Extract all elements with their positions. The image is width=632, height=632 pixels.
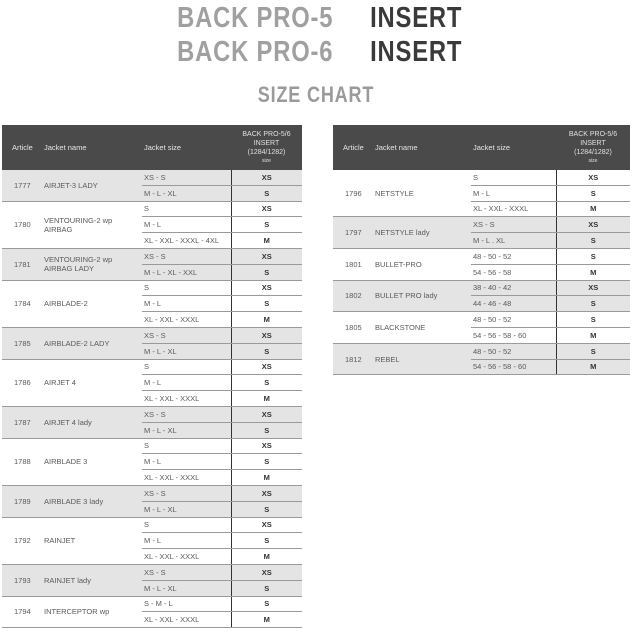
insert-size: XS <box>231 359 302 375</box>
jacket-size: 54 - 56 - 58 - 60 <box>471 359 556 375</box>
article-number: 1787 <box>2 406 40 438</box>
jacket-size: 54 - 56 - 58 - 60 <box>471 327 556 343</box>
insert-size: M <box>231 312 302 328</box>
insert-size: XS <box>231 438 302 454</box>
article-number: 1792 <box>2 517 40 564</box>
jacket-size: XL - XXL - XXXL <box>142 612 231 628</box>
table-body-left <box>2 170 302 628</box>
jacket-size: M - L <box>142 217 231 233</box>
jacket-size: M - L - XL <box>142 422 231 438</box>
jacket-size: M - L <box>471 185 556 201</box>
article-number: 1781 <box>2 248 40 280</box>
size-table-right <box>333 125 630 375</box>
header-insert-line3: (1284/1282) <box>247 148 286 156</box>
insert-size: XS <box>231 248 302 264</box>
insert-size: S <box>231 454 302 470</box>
jacket-size: 38 - 40 - 42 <box>471 280 556 296</box>
insert-size: XS <box>231 564 302 580</box>
article-number: 1789 <box>2 485 40 517</box>
table-row <box>2 438 302 454</box>
jacket-size: XL - XXL - XXXL <box>471 201 556 217</box>
insert-size: S <box>556 343 630 359</box>
insert-size: XS <box>556 170 630 185</box>
header-insert-line4: size <box>262 157 271 164</box>
insert-size: S <box>231 264 302 280</box>
jacket-size: XL - XXL - XXXL - 4XL <box>142 233 231 249</box>
jacket-name: VENTOURING-2 wp AIRBAG <box>40 201 142 248</box>
header-insert-size <box>231 125 302 170</box>
jacket-name: RAINJET <box>40 517 142 564</box>
article-number: 1786 <box>2 359 40 406</box>
insert-size: M <box>556 264 630 280</box>
table-row <box>333 280 630 296</box>
title-insert-5: INSERT <box>369 2 462 34</box>
title-insert-6: INSERT <box>369 36 462 68</box>
insert-size: S <box>556 312 630 328</box>
jacket-size: XS - S <box>142 327 231 343</box>
jacket-size: XS - S <box>142 170 231 185</box>
title-product-6: BACK PRO-6 <box>177 36 334 68</box>
insert-size: S <box>556 248 630 264</box>
size-table-left <box>2 125 302 628</box>
jacket-size: 44 - 46 - 48 <box>471 296 556 312</box>
jacket-size: 48 - 50 - 52 <box>471 248 556 264</box>
jacket-size: S - M - L <box>142 596 231 612</box>
jacket-size: S <box>142 517 231 533</box>
insert-size: S <box>556 185 630 201</box>
insert-size: S <box>556 296 630 312</box>
jacket-name: AIRBLADE-2 <box>40 280 142 327</box>
jacket-name: AIRBLADE-2 LADY <box>40 327 142 359</box>
insert-size: XS <box>556 280 630 296</box>
table-row <box>2 170 302 185</box>
header-jacket-size: Jacket size <box>471 125 556 170</box>
header-jacket-name: Jacket name <box>40 125 142 170</box>
table-row <box>2 485 302 501</box>
insert-size: XS <box>231 170 302 185</box>
article-number: 1780 <box>2 201 40 248</box>
jacket-name: BULLET PRO lady <box>371 280 471 312</box>
insert-size: XS <box>231 327 302 343</box>
insert-size: XS <box>231 201 302 217</box>
article-number: 1785 <box>2 327 40 359</box>
jacket-name: AIRJET 4 <box>40 359 142 406</box>
jacket-name: BULLET-PRO <box>371 248 471 280</box>
insert-size: M <box>556 327 630 343</box>
header-insert-line1: BACK PRO-5/6 <box>242 130 291 138</box>
table-row <box>2 596 302 612</box>
article-number: 1812 <box>333 343 371 375</box>
insert-size: XS <box>231 406 302 422</box>
insert-size: M <box>231 549 302 565</box>
jacket-name: VENTOURING-2 wp AIRBAG LADY <box>40 248 142 280</box>
jacket-name: AIRBLADE 3 lady <box>40 485 142 517</box>
table-row <box>333 217 630 233</box>
size-chart-subtitle <box>0 82 632 108</box>
jacket-name: INTERCEPTOR wp <box>40 596 142 628</box>
header-article: Article <box>2 125 40 170</box>
table-row <box>2 564 302 580</box>
jacket-size: M - L . XL <box>471 233 556 249</box>
jacket-size: M - L - XL <box>142 185 231 201</box>
insert-size: S <box>231 343 302 359</box>
jacket-size: XL - XXL - XXXL <box>142 549 231 565</box>
jacket-name: AIRJET 4 lady <box>40 406 142 438</box>
table-header-row <box>2 125 302 170</box>
jacket-name: AIRBLADE 3 <box>40 438 142 485</box>
jacket-name: AIRJET-3 LADY <box>40 170 142 201</box>
jacket-size: M - L <box>142 533 231 549</box>
article-number: 1802 <box>333 280 371 312</box>
jacket-name: NETSTYLE <box>371 170 471 217</box>
article-number: 1796 <box>333 170 371 217</box>
header-insert-line2: INSERT <box>253 139 280 147</box>
jacket-size: 48 - 50 - 52 <box>471 312 556 328</box>
jacket-size: XL - XXL - XXXL <box>142 470 231 486</box>
jacket-size: XS - S <box>142 406 231 422</box>
insert-size: M <box>231 391 302 407</box>
header-article: Article <box>333 125 371 170</box>
jacket-size: XS - S <box>471 217 556 233</box>
insert-size: M <box>231 612 302 628</box>
jacket-size: XS - S <box>142 564 231 580</box>
jacket-size: S <box>142 280 231 296</box>
header-jacket-name: Jacket name <box>371 125 471 170</box>
title-back-pro-6 <box>0 36 632 68</box>
table-row <box>2 280 302 296</box>
jacket-size: XL - XXL - XXXL <box>142 391 231 407</box>
jacket-size: M - L - XL <box>142 580 231 596</box>
table-body-right <box>333 170 630 375</box>
header-insert-line4: size <box>588 157 598 164</box>
jacket-size: M - L - XL <box>142 501 231 517</box>
article-number: 1805 <box>333 312 371 344</box>
insert-size: XS <box>231 485 302 501</box>
article-number: 1797 <box>333 217 371 249</box>
jacket-size: M - L - XL <box>142 343 231 359</box>
insert-size: S <box>556 233 630 249</box>
insert-size: M <box>556 359 630 375</box>
insert-size: S <box>231 501 302 517</box>
table-row <box>2 248 302 264</box>
jacket-size: M - L - XL - XXL <box>142 264 231 280</box>
table-row <box>2 517 302 533</box>
insert-size: S <box>231 533 302 549</box>
table-row <box>333 248 630 264</box>
table-row <box>2 201 302 217</box>
header-insert-line3: (1284/1282) <box>574 148 612 156</box>
jacket-size: M - L <box>142 375 231 391</box>
jacket-size: S <box>142 438 231 454</box>
jacket-size: XL - XXL - XXXL <box>142 312 231 328</box>
insert-size: XS <box>231 280 302 296</box>
subtitle-text: SIZE CHART <box>257 82 375 107</box>
header-insert-line1: BACK PRO-5/6 <box>568 130 618 138</box>
insert-size: S <box>231 185 302 201</box>
jacket-size: M - L <box>142 454 231 470</box>
insert-size: XS <box>556 217 630 233</box>
article-number: 1793 <box>2 564 40 596</box>
article-number: 1801 <box>333 248 371 280</box>
table-header-row <box>333 125 630 170</box>
insert-size: M <box>231 233 302 249</box>
table-row <box>333 343 630 359</box>
jacket-name: NETSTYLE lady <box>371 217 471 249</box>
title-product-5: BACK PRO-5 <box>177 2 334 34</box>
jacket-size: XS - S <box>142 248 231 264</box>
table-row <box>333 170 630 185</box>
header-jacket-size: Jacket size <box>142 125 231 170</box>
insert-size: XS <box>231 517 302 533</box>
article-number: 1784 <box>2 280 40 327</box>
jacket-size: S <box>142 201 231 217</box>
header-insert-line2: INSERT <box>580 139 606 147</box>
insert-size: S <box>231 422 302 438</box>
jacket-name: RAINJET lady <box>40 564 142 596</box>
jacket-size: 54 - 56 - 58 <box>471 264 556 280</box>
jacket-size: S <box>142 359 231 375</box>
table-row <box>333 312 630 328</box>
insert-size: S <box>231 217 302 233</box>
jacket-size: XS - S <box>142 485 231 501</box>
jacket-size: 48 - 50 - 52 <box>471 343 556 359</box>
insert-size: M <box>231 470 302 486</box>
jacket-size: M - L <box>142 296 231 312</box>
jacket-name: REBEL <box>371 343 471 375</box>
insert-size: S <box>231 375 302 391</box>
insert-size: S <box>231 596 302 612</box>
article-number: 1777 <box>2 170 40 201</box>
table-row <box>2 406 302 422</box>
table-row <box>2 327 302 343</box>
insert-size: S <box>231 580 302 596</box>
article-number: 1788 <box>2 438 40 485</box>
table-row <box>2 359 302 375</box>
insert-size: S <box>231 296 302 312</box>
article-number: 1794 <box>2 596 40 628</box>
jacket-size: S <box>471 170 556 185</box>
jacket-name: BLACKSTONE <box>371 312 471 344</box>
header-insert-size <box>556 125 630 170</box>
insert-size: M <box>556 201 630 217</box>
title-back-pro-5 <box>0 2 632 34</box>
